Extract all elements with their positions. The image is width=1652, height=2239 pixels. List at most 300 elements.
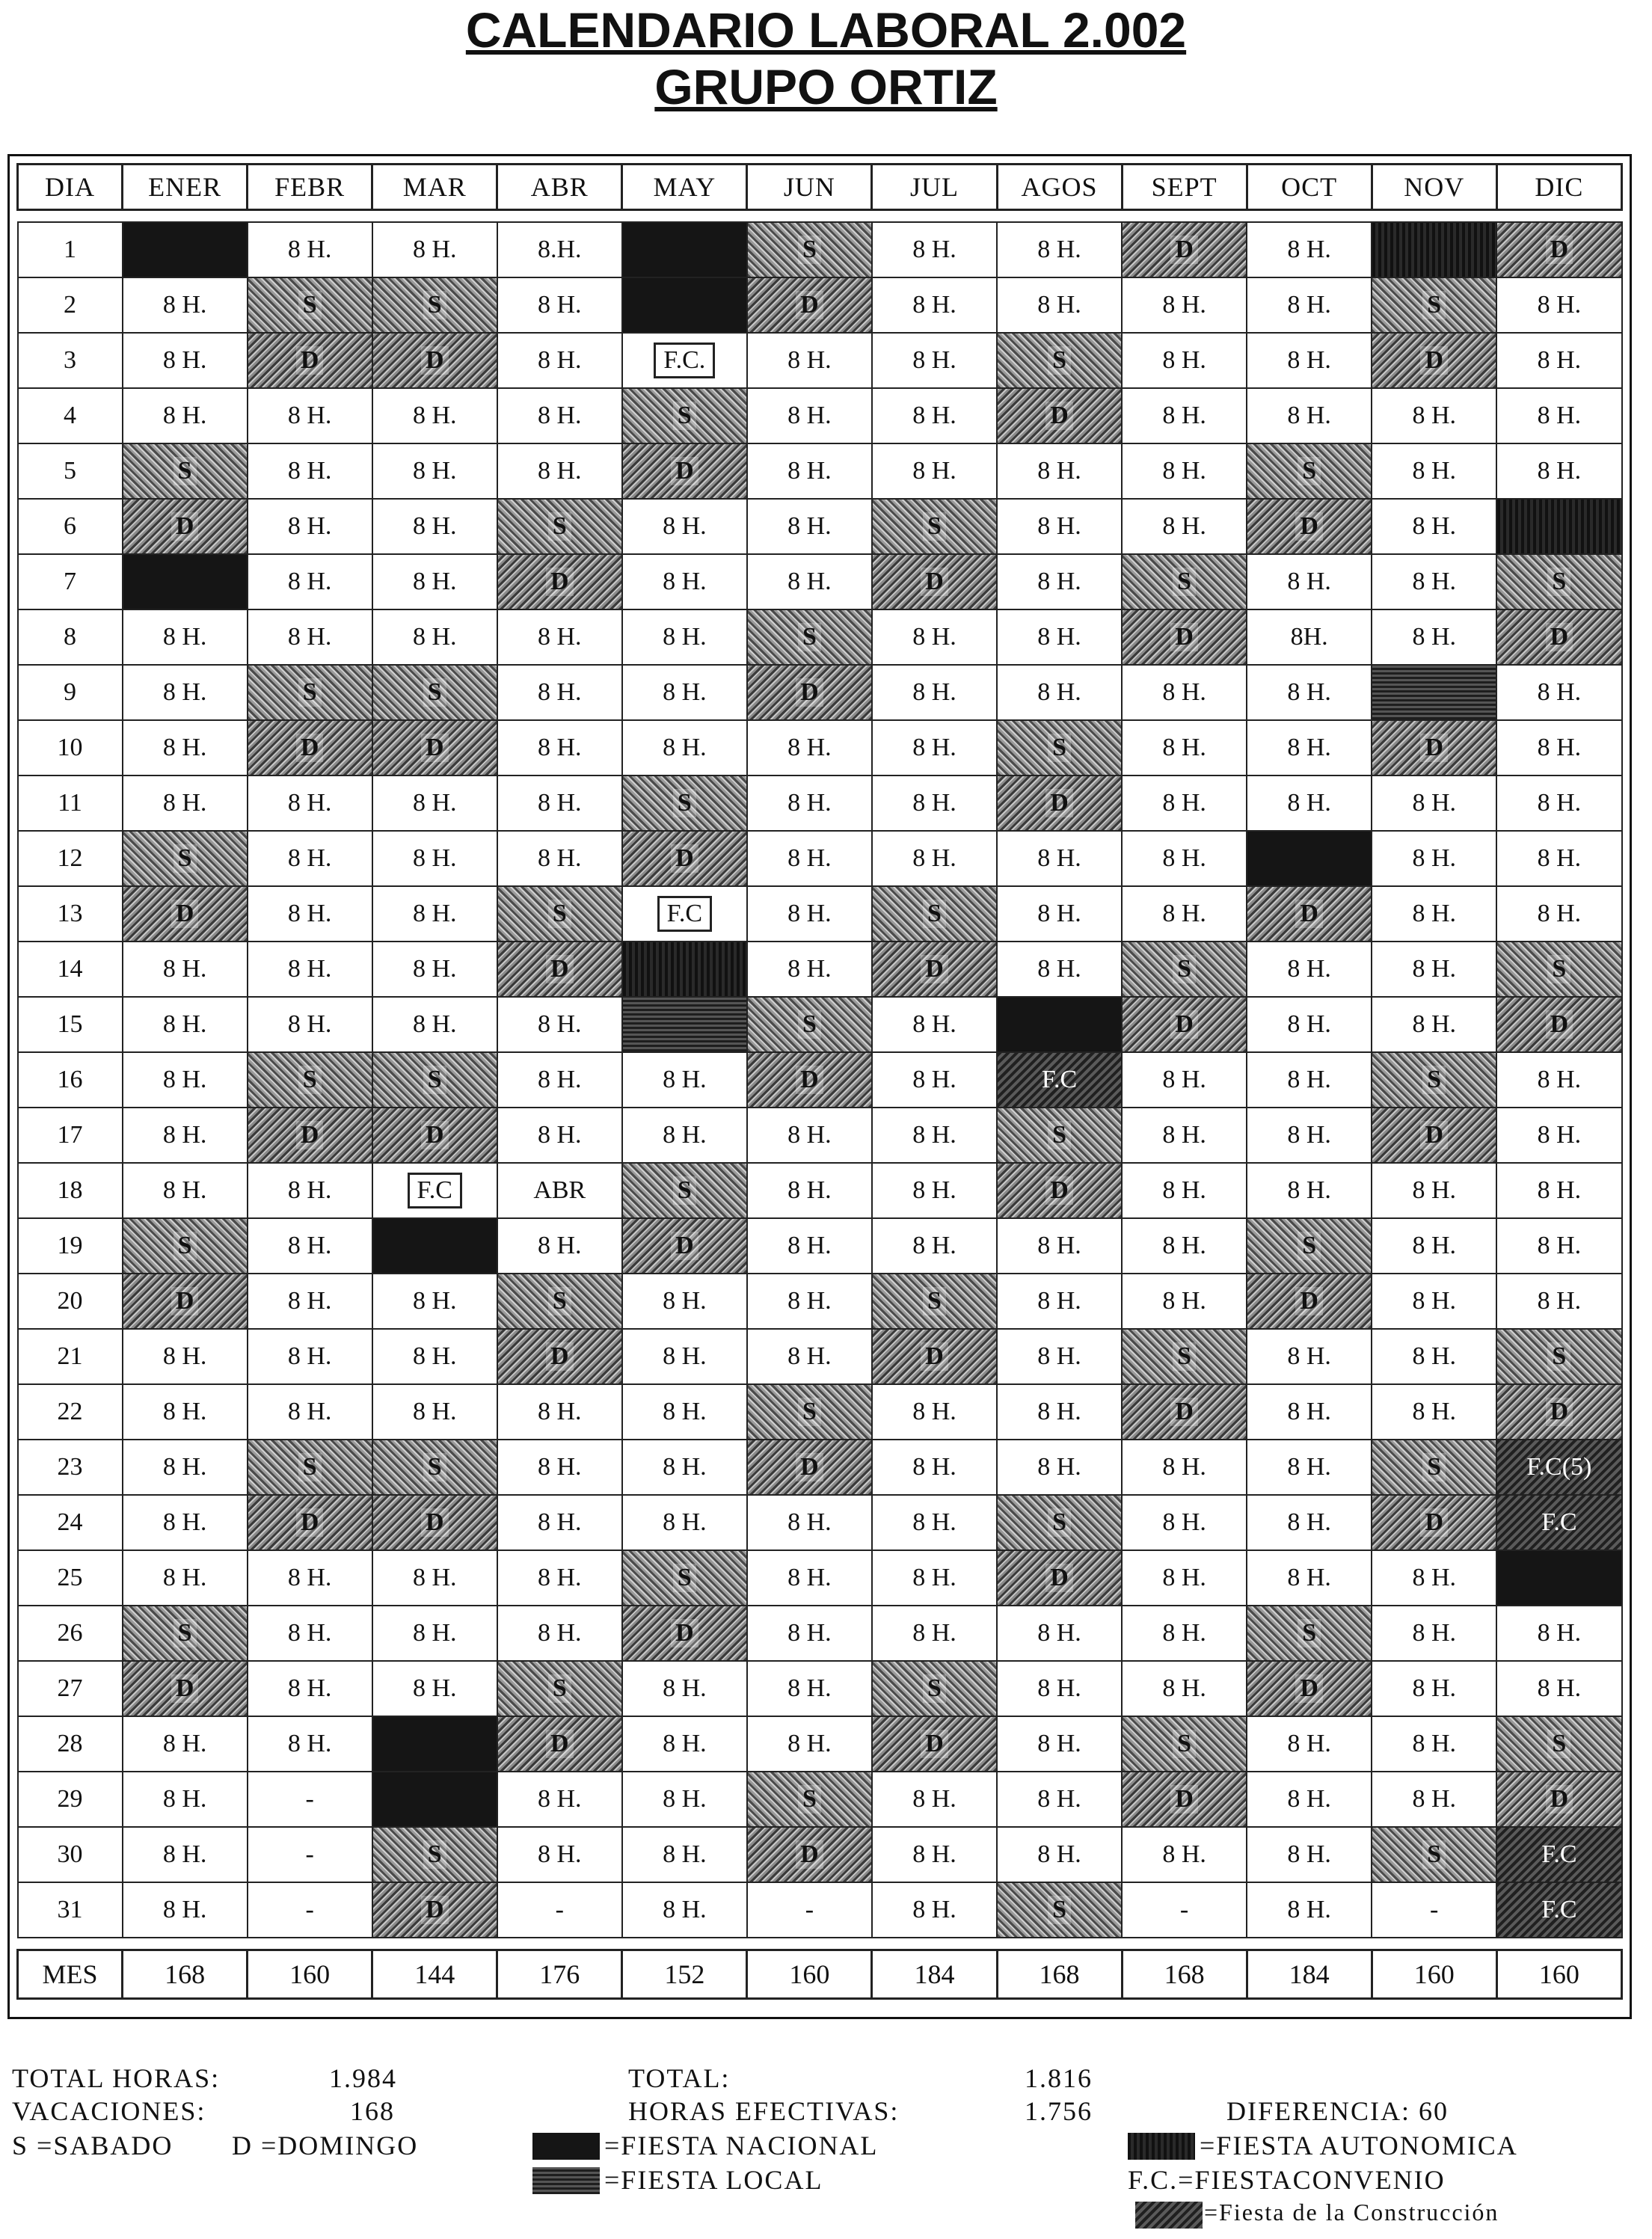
day-row — [18, 665, 1622, 720]
day-cell — [872, 1716, 997, 1772]
day-cell-value: 8 H. — [1287, 1398, 1331, 1425]
header-month: OCT — [1247, 165, 1372, 210]
day-cell-value: D — [1045, 1564, 1073, 1592]
legend-fiesta-convenio: F.C.=FIESTACONVENIO — [1128, 2165, 1446, 2195]
day-cell-value: 8 H. — [1287, 346, 1331, 374]
day-cell — [622, 443, 747, 499]
separator-cell — [1496, 210, 1621, 223]
day-cell — [248, 1108, 372, 1163]
day-cell-value: 8 H. — [1037, 1619, 1081, 1647]
day-cell-value: - — [305, 1896, 314, 1923]
day-cell-value: 8 H. — [287, 1730, 332, 1757]
day-cell — [497, 1440, 622, 1495]
day-cell — [1122, 1827, 1247, 1882]
day-cell-value: F.C. — [654, 343, 715, 378]
day-cell-value: 8 H. — [1037, 1398, 1081, 1425]
day-cell — [248, 1274, 372, 1329]
day-cell — [622, 1218, 747, 1274]
day-cell — [1247, 1882, 1372, 1938]
day-cell-value: D — [1546, 236, 1573, 264]
day-cell — [1372, 1495, 1496, 1550]
day-cell-value: 8 H. — [663, 1896, 707, 1923]
day-cell — [622, 1716, 747, 1772]
day-cell-value: S — [423, 291, 446, 319]
day-cell — [1496, 942, 1621, 997]
day-cell-value: D — [1420, 1508, 1448, 1537]
day-cell — [497, 1827, 622, 1882]
day-cell-value: 8 H. — [912, 844, 956, 872]
day-cell-value: S — [548, 1287, 571, 1315]
day-row — [18, 1052, 1622, 1108]
day-cell — [1247, 1772, 1372, 1827]
day-cell-value: D — [1170, 623, 1198, 651]
day-cell-value: S — [673, 789, 696, 817]
day-cell-value: 8 H. — [1287, 1508, 1331, 1536]
day-cell — [1247, 1274, 1372, 1329]
day-cell-value: 8 H. — [538, 1619, 582, 1647]
day-cell — [248, 1661, 372, 1716]
day-cell-value: 8 H. — [1162, 900, 1206, 927]
page-title: CALENDARIO LABORAL 2.002 — [465, 2, 1187, 58]
day-cell-value: 8 H. — [1412, 844, 1456, 872]
day-cell — [1122, 499, 1247, 554]
day-cell-value: S — [1298, 457, 1321, 485]
legend-fiesta-construccion: =Fiesta de la Construcción — [1204, 2199, 1499, 2226]
day-cell — [1496, 1495, 1621, 1550]
day-cell — [1247, 886, 1372, 942]
day-cell-value: 8 H. — [162, 1121, 207, 1149]
day-cell — [997, 1052, 1122, 1108]
day-cell-value: 8 H. — [1412, 1010, 1456, 1038]
day-cell-value: 8 H. — [912, 1508, 956, 1536]
day-cell — [997, 1274, 1122, 1329]
day-cell — [872, 1329, 997, 1384]
day-cell-value: 8 H. — [1287, 1785, 1331, 1813]
day-cell — [1372, 1661, 1496, 1716]
day-number: 15 — [18, 997, 123, 1052]
day-number: 19 — [18, 1218, 123, 1274]
day-cell-value: F.C — [1541, 1508, 1577, 1536]
day-cell-value: 8 H. — [1162, 512, 1206, 540]
mes-total: 160 — [248, 1950, 372, 1999]
day-row — [18, 1329, 1622, 1384]
day-cell-value: 8 H. — [1287, 1730, 1331, 1757]
day-cell — [497, 1108, 622, 1163]
day-cell — [997, 1550, 1122, 1606]
day-cell — [123, 443, 248, 499]
day-cell-value: 8 H. — [287, 623, 332, 651]
day-cell — [1496, 1661, 1621, 1716]
separator-cell — [497, 1938, 622, 1950]
day-number: 21 — [18, 1329, 123, 1384]
day-cell — [872, 1274, 997, 1329]
day-cell — [1496, 609, 1621, 665]
day-number: 29 — [18, 1772, 123, 1827]
day-cell-value: 8 H. — [287, 1564, 332, 1591]
day-cell — [1122, 333, 1247, 388]
day-row — [18, 886, 1622, 942]
day-cell-value: S — [1547, 568, 1570, 596]
day-cell — [1247, 1661, 1372, 1716]
day-cell-value: 8 H. — [412, 623, 457, 651]
day-cell — [1122, 1716, 1247, 1772]
day-cell — [872, 720, 997, 775]
day-cell-value: 8 H. — [412, 1564, 457, 1591]
day-cell-value: D — [171, 512, 199, 541]
day-number: 9 — [18, 665, 123, 720]
day-cell-value: 8 H. — [1162, 402, 1206, 429]
day-cell-value: 8 H. — [663, 1730, 707, 1757]
day-cell-value: 8 H. — [287, 1232, 332, 1259]
day-cell-value: 8 H. — [538, 1453, 582, 1481]
day-cell — [1372, 1440, 1496, 1495]
day-cell-value: S — [1422, 1066, 1446, 1094]
day-cell — [248, 222, 372, 277]
day-cell-value: 8 H. — [912, 623, 956, 651]
day-cell — [997, 1661, 1122, 1716]
day-row — [18, 1440, 1622, 1495]
day-cell — [497, 388, 622, 443]
separator-cell — [1122, 210, 1247, 223]
day-cell — [372, 1882, 497, 1938]
day-cell — [123, 1827, 248, 1882]
day-cell-value: 8 H. — [538, 678, 582, 706]
day-cell-value: 8 H. — [1287, 789, 1331, 817]
day-cell — [497, 720, 622, 775]
day-cell-value: 8 H. — [162, 734, 207, 761]
day-cell-value: 8 H. — [412, 844, 457, 872]
day-cell — [372, 1661, 497, 1716]
separator-cell — [622, 1938, 747, 1950]
day-cell-value: S — [298, 1453, 322, 1481]
day-cell — [1496, 720, 1621, 775]
legend-fiesta-nacional: =FIESTA NACIONAL — [604, 2131, 879, 2160]
fiesta-construccion-swatch — [1135, 2202, 1203, 2229]
day-cell-value: 8 H. — [1412, 568, 1456, 595]
day-cell — [123, 609, 248, 665]
day-cell-value: D — [171, 1674, 199, 1703]
day-cell — [747, 1716, 872, 1772]
day-cell-value: 8 H. — [663, 1674, 707, 1702]
day-cell-value: 8 H. — [912, 1840, 956, 1868]
day-cell — [123, 1384, 248, 1440]
day-cell-value: 8 H. — [663, 678, 707, 706]
day-number: 7 — [18, 554, 123, 609]
day-cell — [747, 1163, 872, 1218]
day-cell — [1122, 1274, 1247, 1329]
day-cell-value: D — [1170, 1010, 1198, 1039]
day-cell-value: S — [174, 1232, 197, 1260]
day-cell-value: 8 H. — [1287, 1121, 1331, 1149]
day-cell-value: 8 H. — [538, 844, 582, 872]
day-row — [18, 1274, 1622, 1329]
day-cell-value: 8 H. — [1287, 1564, 1331, 1591]
day-cell-value: 8 H. — [287, 955, 332, 983]
day-cell-value: D — [421, 1896, 449, 1924]
day-cell-value: 8 H. — [162, 955, 207, 983]
day-cell-value: 8 H. — [538, 1121, 582, 1149]
day-cell-value: 8 H. — [912, 1896, 956, 1923]
day-cell-value: 8 H. — [162, 1453, 207, 1481]
day-cell — [497, 942, 622, 997]
day-cell — [997, 942, 1122, 997]
day-cell — [123, 1218, 248, 1274]
day-row — [18, 1661, 1622, 1716]
day-cell — [1247, 775, 1372, 831]
day-cell — [622, 1495, 747, 1550]
day-cell — [997, 997, 1122, 1052]
day-cell-value: S — [548, 900, 571, 928]
day-cell — [372, 554, 497, 609]
day-cell — [997, 1882, 1122, 1938]
day-cell-value: 8 H. — [1537, 789, 1582, 817]
day-cell-value: 8 H. — [287, 1674, 332, 1702]
day-cell-value: 8 H. — [287, 900, 332, 927]
separator-cell — [1496, 1938, 1621, 1950]
day-cell — [1122, 1606, 1247, 1661]
day-cell — [1372, 443, 1496, 499]
day-cell-value: D — [1546, 1010, 1573, 1039]
horas-efectivas-label: HORAS EFECTIVAS: — [628, 2096, 900, 2126]
day-cell-value: 8 H. — [162, 678, 207, 706]
day-cell — [372, 499, 497, 554]
day-cell — [123, 277, 248, 333]
day-cell — [248, 1550, 372, 1606]
day-cell-value: 8 H. — [1037, 1730, 1081, 1757]
day-number: 10 — [18, 720, 123, 775]
day-cell-value: 8 H. — [787, 1287, 832, 1315]
day-cell — [1496, 1218, 1621, 1274]
day-cell — [1496, 1274, 1621, 1329]
day-cell-value: 8 H. — [912, 291, 956, 319]
day-cell-value: S — [923, 1287, 946, 1315]
day-cell — [123, 720, 248, 775]
day-cell-value: 8 H. — [663, 1066, 707, 1093]
day-cell-value: 8 H. — [1037, 1342, 1081, 1370]
separator-cell — [997, 1938, 1122, 1950]
day-cell-value: 8 H. — [787, 457, 832, 485]
day-cell — [747, 775, 872, 831]
day-cell-value: 8 H. — [287, 457, 332, 485]
header-month: JUN — [747, 165, 872, 210]
day-cell-value: 8 H. — [1037, 291, 1081, 319]
day-cell — [248, 609, 372, 665]
day-cell — [747, 499, 872, 554]
day-cell-value: 8 H. — [412, 789, 457, 817]
day-cell — [1247, 1163, 1372, 1218]
day-cell — [497, 1716, 622, 1772]
day-cell — [248, 1218, 372, 1274]
day-cell — [997, 388, 1122, 443]
day-cell — [1372, 1218, 1496, 1274]
separator-cell — [123, 1938, 248, 1950]
day-cell — [747, 1827, 872, 1882]
day-cell-value: 8 H. — [912, 402, 956, 429]
day-row — [18, 222, 1622, 277]
day-cell — [497, 1772, 622, 1827]
header-month: NOV — [1372, 165, 1496, 210]
day-cell-value: 8 H. — [412, 1619, 457, 1647]
day-cell-value: 8 H. — [412, 1342, 457, 1370]
day-cell-value: 8 H. — [1162, 1619, 1206, 1647]
day-cell-value: 8 H. — [1162, 1232, 1206, 1259]
mes-total: 184 — [1247, 1950, 1372, 1999]
day-cell-value: 8 H. — [538, 457, 582, 485]
header-separator — [18, 210, 1622, 223]
day-cell — [1372, 333, 1496, 388]
day-cell-value: 8 H. — [1162, 678, 1206, 706]
day-cell — [372, 388, 497, 443]
day-cell-value: D — [171, 1287, 199, 1315]
day-cell — [622, 222, 747, 277]
day-cell-value: D — [1546, 1785, 1573, 1813]
day-number: 13 — [18, 886, 123, 942]
day-cell — [872, 1384, 997, 1440]
day-cell — [372, 1108, 497, 1163]
day-row — [18, 775, 1622, 831]
day-cell-value: 8 H. — [538, 1564, 582, 1591]
day-number: 5 — [18, 443, 123, 499]
day-cell — [123, 942, 248, 997]
day-cell — [1247, 388, 1372, 443]
day-cell-value: 8 H. — [1162, 789, 1206, 817]
day-cell — [872, 1163, 997, 1218]
day-cell — [497, 831, 622, 886]
day-cell-value: 8 H. — [287, 1342, 332, 1370]
day-cell-value: 8 H. — [412, 1674, 457, 1702]
day-cell — [1496, 1772, 1621, 1827]
day-cell — [1122, 1440, 1247, 1495]
day-cell-value: 8 H. — [538, 1508, 582, 1536]
day-cell — [123, 1661, 248, 1716]
day-cell-value: S — [298, 1066, 322, 1094]
day-cell-value: 8 H. — [663, 1342, 707, 1370]
day-cell-value: 8 H. — [1037, 1232, 1081, 1259]
day-cell-value: 8 H. — [1537, 1121, 1582, 1149]
day-cell — [248, 1052, 372, 1108]
day-cell — [1122, 997, 1247, 1052]
day-cell — [622, 775, 747, 831]
day-cell-value: D — [1170, 1785, 1198, 1813]
day-cell-value: D — [1420, 734, 1448, 762]
separator-cell — [872, 210, 997, 223]
day-cell — [1247, 997, 1372, 1052]
day-cell — [1122, 1495, 1247, 1550]
day-cell-value: 8 H. — [912, 236, 956, 263]
day-cell-value: 8 H. — [1412, 457, 1456, 485]
day-cell — [747, 997, 872, 1052]
day-cell — [1496, 1827, 1621, 1882]
day-cell — [1122, 942, 1247, 997]
day-cell — [497, 775, 622, 831]
day-cell-value: 8 H. — [538, 346, 582, 374]
day-cell-value: D — [1295, 512, 1323, 541]
day-cell-value: 8 H. — [538, 734, 582, 761]
day-cell — [872, 997, 997, 1052]
day-cell — [497, 1550, 622, 1606]
day-cell — [1496, 1329, 1621, 1384]
day-cell — [372, 1716, 497, 1772]
day-row — [18, 997, 1622, 1052]
day-cell-value: 8 H. — [787, 1176, 832, 1204]
day-cell — [497, 1274, 622, 1329]
vacaciones-label: VACACIONES: — [12, 2096, 206, 2126]
day-cell-value: 8 H. — [287, 789, 332, 817]
day-cell — [372, 1329, 497, 1384]
day-cell-value: 8 H. — [1037, 512, 1081, 540]
day-cell-value: 8 H. — [287, 512, 332, 540]
day-cell — [123, 1772, 248, 1827]
day-cell — [1496, 1440, 1621, 1495]
day-cell — [1496, 831, 1621, 886]
day-cell — [747, 1550, 872, 1606]
day-cell-value: 8 H. — [287, 568, 332, 595]
day-cell-value: 8 H. — [912, 1453, 956, 1481]
mes-total: 168 — [1122, 1950, 1247, 1999]
diferencia: DIFERENCIA: 60 — [1226, 2096, 1449, 2126]
day-cell — [622, 1440, 747, 1495]
day-cell-value: F.C(5) — [1526, 1453, 1592, 1481]
day-cell-value: 8 H. — [1037, 844, 1081, 872]
day-cell — [622, 997, 747, 1052]
day-cell — [747, 388, 872, 443]
day-cell — [622, 1329, 747, 1384]
day-cell-value: S — [923, 1674, 946, 1703]
day-cell-value: F.C — [1541, 1840, 1577, 1868]
day-cell — [497, 1661, 622, 1716]
day-cell-value: D — [296, 346, 324, 375]
day-cell-value: 8 H. — [912, 346, 956, 374]
day-row — [18, 831, 1622, 886]
day-cell-value: 8 H. — [1412, 1564, 1456, 1591]
day-cell — [497, 1495, 622, 1550]
day-row — [18, 333, 1622, 388]
day-cell-value: S — [1048, 734, 1071, 762]
day-cell-value: D — [1045, 402, 1073, 430]
day-cell-value: 8 H. — [787, 512, 832, 540]
day-cell-value: S — [1547, 955, 1570, 983]
day-cell-value: 8 H. — [787, 1674, 832, 1702]
day-cell — [997, 1163, 1122, 1218]
day-cell-value: 8 H. — [663, 1453, 707, 1481]
day-cell — [997, 775, 1122, 831]
day-cell-value: 8 H. — [787, 1730, 832, 1757]
day-cell-value: 8 H. — [912, 1121, 956, 1149]
day-cell — [872, 775, 997, 831]
day-cell — [1247, 1108, 1372, 1163]
day-cell — [1122, 277, 1247, 333]
day-cell-value: 8 H. — [1412, 900, 1456, 927]
day-cell — [123, 1329, 248, 1384]
day-cell-value: D — [1045, 1176, 1073, 1205]
day-cell-value: 8 H. — [1537, 291, 1582, 319]
day-cell-value: S — [423, 1453, 446, 1481]
day-row — [18, 1550, 1622, 1606]
day-cell — [872, 1827, 997, 1882]
day-cell — [1372, 942, 1496, 997]
day-cell — [248, 1329, 372, 1384]
day-number: 17 — [18, 1108, 123, 1163]
day-cell-value: S — [1048, 1121, 1071, 1149]
day-cell-value: 8 H. — [1537, 1674, 1582, 1702]
day-cell-value: D — [1295, 1674, 1323, 1703]
day-cell-value: 8 H. — [412, 402, 457, 429]
day-cell-value: S — [1048, 1508, 1071, 1537]
day-cell-value: S — [1422, 291, 1446, 319]
day-cell-value: 8 H. — [1037, 1785, 1081, 1813]
day-cell-value: 8 H. — [412, 512, 457, 540]
day-cell — [1372, 720, 1496, 775]
